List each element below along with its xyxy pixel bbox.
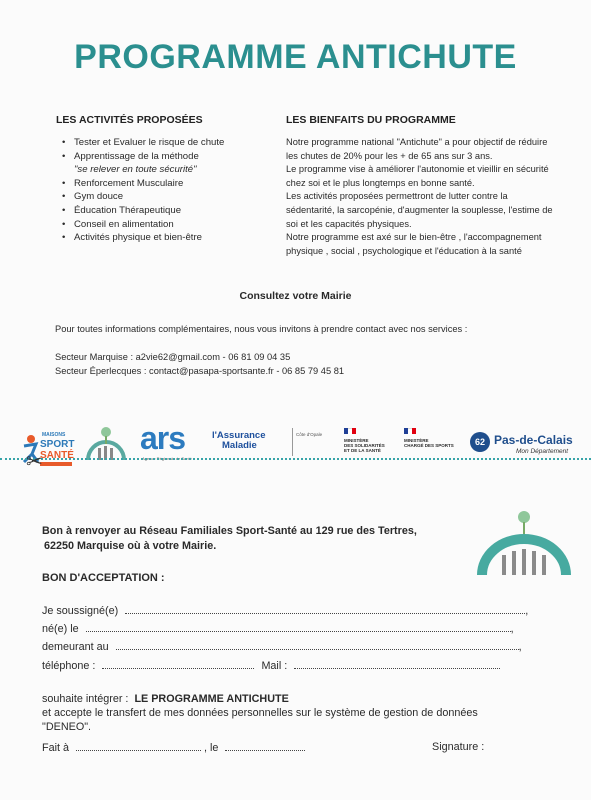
logo-text: l'Assurance — [212, 430, 266, 441]
form-row-ne-le: né(e) le , — [42, 623, 514, 635]
field-label: téléphone : — [42, 660, 96, 672]
scissors-icon: ✂ — [26, 451, 43, 473]
activities-list — [60, 136, 270, 245]
pas-de-calais-logo — [470, 432, 590, 466]
field-label: Fait à — [42, 742, 70, 754]
benefits-line: sédentarité, la sarcopénie, d'augmenter la souplesse, l'estime de — [286, 204, 553, 215]
acceptance-heading: BON D'ACCEPTATION : — [42, 572, 165, 584]
address-field[interactable] — [116, 640, 519, 650]
logo-text: Mon Département — [516, 448, 569, 455]
logo-text: ars — [140, 420, 186, 456]
programme-name: LE PROGRAMME ANTICHUTE — [134, 693, 289, 705]
phone-field[interactable] — [102, 659, 254, 669]
consult-mairie: Consultez votre Mairie — [239, 290, 352, 302]
logo-bar — [40, 462, 72, 466]
logo-text: SANTÉ — [40, 450, 74, 461]
benefits-paragraph — [286, 136, 586, 258]
benefits-line: Notre programme national "Antichute" a pour objectif de réduire — [286, 137, 548, 147]
logo-text: MINISTÈRE — [344, 438, 369, 443]
logo-text: ET DE LA SANTÉ — [344, 448, 381, 453]
benefits-line: Les activités proposées permettront de lutter contre la — [286, 191, 508, 202]
field-label: demeurant au — [42, 641, 109, 653]
logo-text: Pas-de-Calais — [494, 433, 573, 447]
logo-text: DES SOLIDARITÉS — [344, 443, 385, 448]
logo-text: MAISONS — [42, 432, 66, 438]
benefits-line: chez soi et le plus longtemps en bonne santé. — [286, 177, 475, 188]
consent-text: "DENEO". — [42, 721, 92, 733]
benefits-heading: LES BIENFAITS DU PROGRAMME — [286, 114, 456, 126]
birthdate-field[interactable] — [86, 622, 511, 632]
ministere-sports-logo — [404, 428, 466, 462]
logo-text: Agence Régionale de Santé — [142, 456, 192, 461]
soussigne-field[interactable] — [125, 604, 525, 614]
form-row-soussigne: Je soussigné(e) , — [42, 605, 529, 617]
field-label: né(e) le — [42, 623, 79, 635]
reseau-arch-logo-large — [474, 505, 574, 585]
info-intro: Pour toutes informations complémentaires, nous vous invitons à prendre contact avec nos services : — [55, 324, 468, 334]
date-field[interactable] — [225, 741, 305, 751]
form-row-souhaite — [42, 693, 532, 705]
return-line: Bon à renvoyer au Réseau Familiales Sport-Santé au 129 rue des Tertres, — [42, 525, 417, 537]
list-item: • Activités physique et bien-être — [60, 231, 270, 245]
benefits-line: Notre programme est axé sur le bien-être , l'accompagnement — [286, 232, 542, 243]
field-label: Mail : — [261, 660, 288, 672]
logo-text: Maladie — [222, 440, 257, 451]
mail-field[interactable] — [294, 659, 500, 669]
field-label: , le — [204, 742, 219, 754]
consent-text: et accepte le transfert de mes données personnelles sur le système de gestion de données — [42, 707, 478, 719]
return-instructions — [42, 524, 462, 554]
benefits-line: Le programme vise à améliorer l'autonomie et vieillir en sécurité — [286, 164, 549, 175]
place-field[interactable] — [76, 741, 201, 751]
department-badge: 62 — [470, 432, 490, 452]
list-item: "se relever en toute sécurité" — [74, 164, 197, 176]
partner-logos — [0, 420, 591, 473]
field-label: Je soussigné(e) — [42, 605, 119, 617]
benefits-line: les chutes de 20% pour les + de 65 ans sur 3 ans. — [286, 150, 493, 161]
list-item: • Éducation Thérapeutique — [60, 204, 270, 218]
list-item: • Apprentissage de la méthode — [60, 150, 270, 164]
divider — [292, 428, 293, 456]
form-row-telephone — [42, 659, 532, 672]
return-line: 62250 Marquise où à votre Mairie. — [44, 540, 217, 552]
logo-text: SPORT — [40, 439, 75, 450]
logo-text: CHARGÉ DES SPORTS — [404, 443, 454, 448]
field-label: souhaite intégrer : — [42, 693, 129, 705]
ministere-solidarites-logo — [344, 428, 396, 462]
logo-text: MINISTÈRE — [404, 438, 429, 443]
contact-eperlecques: Secteur Éperlecques : contact@pasapa-sportsante.fr - 06 85 79 45 81 — [55, 366, 345, 376]
list-item: • Tester et Evaluer le risque de chute — [60, 136, 270, 150]
activities-heading: LES ACTIVITÉS PROPOSÉES — [56, 114, 203, 126]
benefits-line: soi et les capacités physiques. — [286, 218, 412, 229]
list-item: • Gym douce — [60, 190, 270, 204]
page-title: PROGRAMME ANTICHUTE — [74, 38, 517, 76]
benefits-line: physique , social , psychologique et l'éducation à la santé — [286, 245, 522, 256]
contact-marquise: Secteur Marquise : a2vie62@gmail.com - 06 81 09 04 35 — [55, 352, 291, 362]
logo-text: Côte d'Opale — [296, 432, 323, 437]
signature-label: Signature : — [432, 741, 485, 753]
list-item: • Conseil en alimentation — [60, 218, 270, 232]
form-row-demeurant: demeurant au , — [42, 641, 522, 653]
cut-line — [0, 458, 591, 460]
list-item: • Renforcement Musculaire — [60, 177, 270, 191]
ars-logo — [140, 420, 206, 466]
